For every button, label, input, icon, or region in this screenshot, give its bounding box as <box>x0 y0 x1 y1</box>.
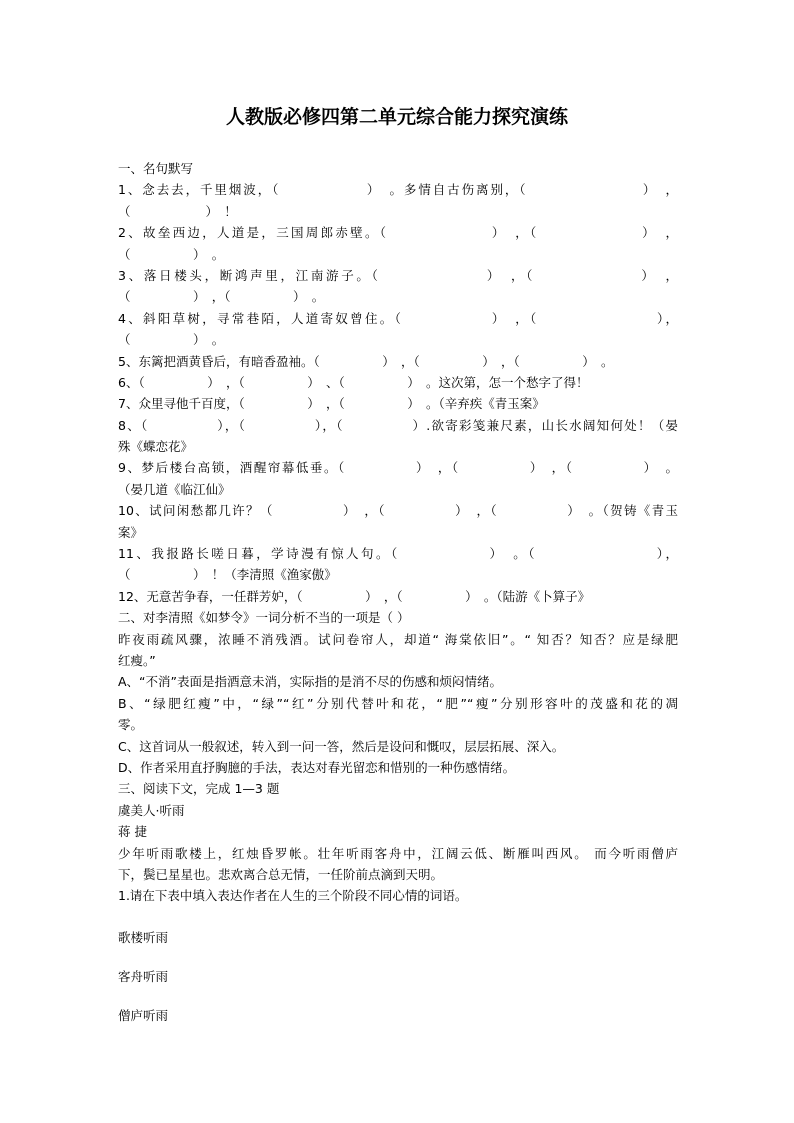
question-line: （ ） 。 <box>118 246 225 262</box>
question-line: 8、（ ），（ ），（ ）.欲寄彩笺兼尺素，山长水阔知何处！（晏 <box>118 417 678 433</box>
question-line: 案》 <box>118 524 144 540</box>
question-line: 12、无意苦争春，一任群芳妒，（ ） ，（ ） 。（陆游《卜算子》 <box>118 588 591 604</box>
poem-text: 昨夜雨疏风骤，浓睡不消残酒。试问卷帘人，却道“ 海棠依旧”。“ 知否？知否？应是绿肥 <box>118 631 678 647</box>
question-line: 7、众里寻他千百度，（ ） ，（ ） 。（辛弃疾《青玉案》 <box>118 396 545 412</box>
question-line: 9、梦后楼台高锁，酒醒帘幕低垂。（ ） ，（ ） ，（ ） 。 <box>118 460 678 476</box>
poem-author: 蒋 捷 <box>118 824 147 840</box>
question-line: 4、斜阳草树，寻常巷陌，人道寄奴曾住。（ ） ，（ ）， <box>118 310 678 326</box>
question-line: （晏几道《临江仙》 <box>118 481 231 497</box>
document-body <box>118 158 678 1027</box>
option-a: A、“不消”表面是指酒意未消，实际指的是消不尽的伤感和烦闷情绪。 <box>118 674 503 690</box>
question-line: （ ） ，（ ） 。 <box>118 289 325 305</box>
question-line: 10、试问闲愁都几许？（ ） ，（ ） ，（ ） 。（贺铸《青玉 <box>118 503 678 519</box>
question-line: 5、东篱把酒黄昏后，有暗香盈袖。（ ） ，（ ） ，（ ） 。 <box>118 353 614 369</box>
question-line: （ ） ！ <box>118 203 237 219</box>
poem-text: 下，鬓已星星也。悲欢离合总无情，一任阶前点滴到天明。 <box>118 866 444 882</box>
question-line: 6、（ ） ，（ ） 、（ ） 。这次第，怎一个愁字了得！ <box>118 374 589 390</box>
question-line: 2、故垒西边，人道是，三国周郎赤壁。（ ） ，（ ） ， <box>118 225 678 241</box>
question-line: 1、念去去，千里烟波，（ ） 。多情自古伤离别，（ ） ， <box>118 182 678 198</box>
page-title: 人教版必修四第二单元综合能力探究演练 <box>225 106 568 128</box>
question-line: （ ） ！（李清照《渔家傲》 <box>118 567 337 583</box>
poem-text: 红瘦。” <box>118 652 156 668</box>
poem-text: 少年听雨歌楼上，红烛昏罗帐。壮年听雨客舟中，江阔云低、断雁叫西风。 而今听雨僧庐 <box>118 845 678 861</box>
poem-title: 虞美人·听雨 <box>118 802 185 818</box>
question-line: 3、落日楼头，断鸿声里，江南游子。（ ） ，（ ） ， <box>118 267 678 283</box>
table-label-gelou: 歌楼听雨 <box>118 929 169 945</box>
option-b-cont: 零。 <box>118 717 144 733</box>
section-heading: 二、对李清照《如梦令》一词分析不当的一项是（ ） <box>118 610 410 626</box>
option-d: D、作者采用直抒胸臆的手法，表达对春光留恋和惜别的一种伤感情绪。 <box>118 759 516 775</box>
question-line: 11、我报路长嗟日暮，学诗漫有惊人句。（ ） 。（ ）， <box>118 546 678 562</box>
option-c: C、这首词从一般叙述，转入到一问一答，然后是设问和慨叹，层层拓展、深入。 <box>118 738 565 754</box>
section-heading: 三、阅读下文，完成 1—3 题 <box>118 781 280 797</box>
table-label-senglu: 僧庐听雨 <box>118 1008 169 1024</box>
option-b: B、“绿肥红瘦”中，“绿”“红”分别代替叶和花，“肥”“瘦”分别形容叶的茂盛和花的凋 <box>118 695 678 711</box>
table-label-kezhou: 客舟听雨 <box>118 969 169 985</box>
section-heading: 一、名句默写 <box>118 161 194 176</box>
question-line: 殊《蝶恋花》 <box>118 439 194 455</box>
question-line: （ ） 。 <box>118 332 225 348</box>
question-line: 1.请在下表中填入表达作者在人生的三个阶段不同心情的词语。 <box>118 888 468 904</box>
